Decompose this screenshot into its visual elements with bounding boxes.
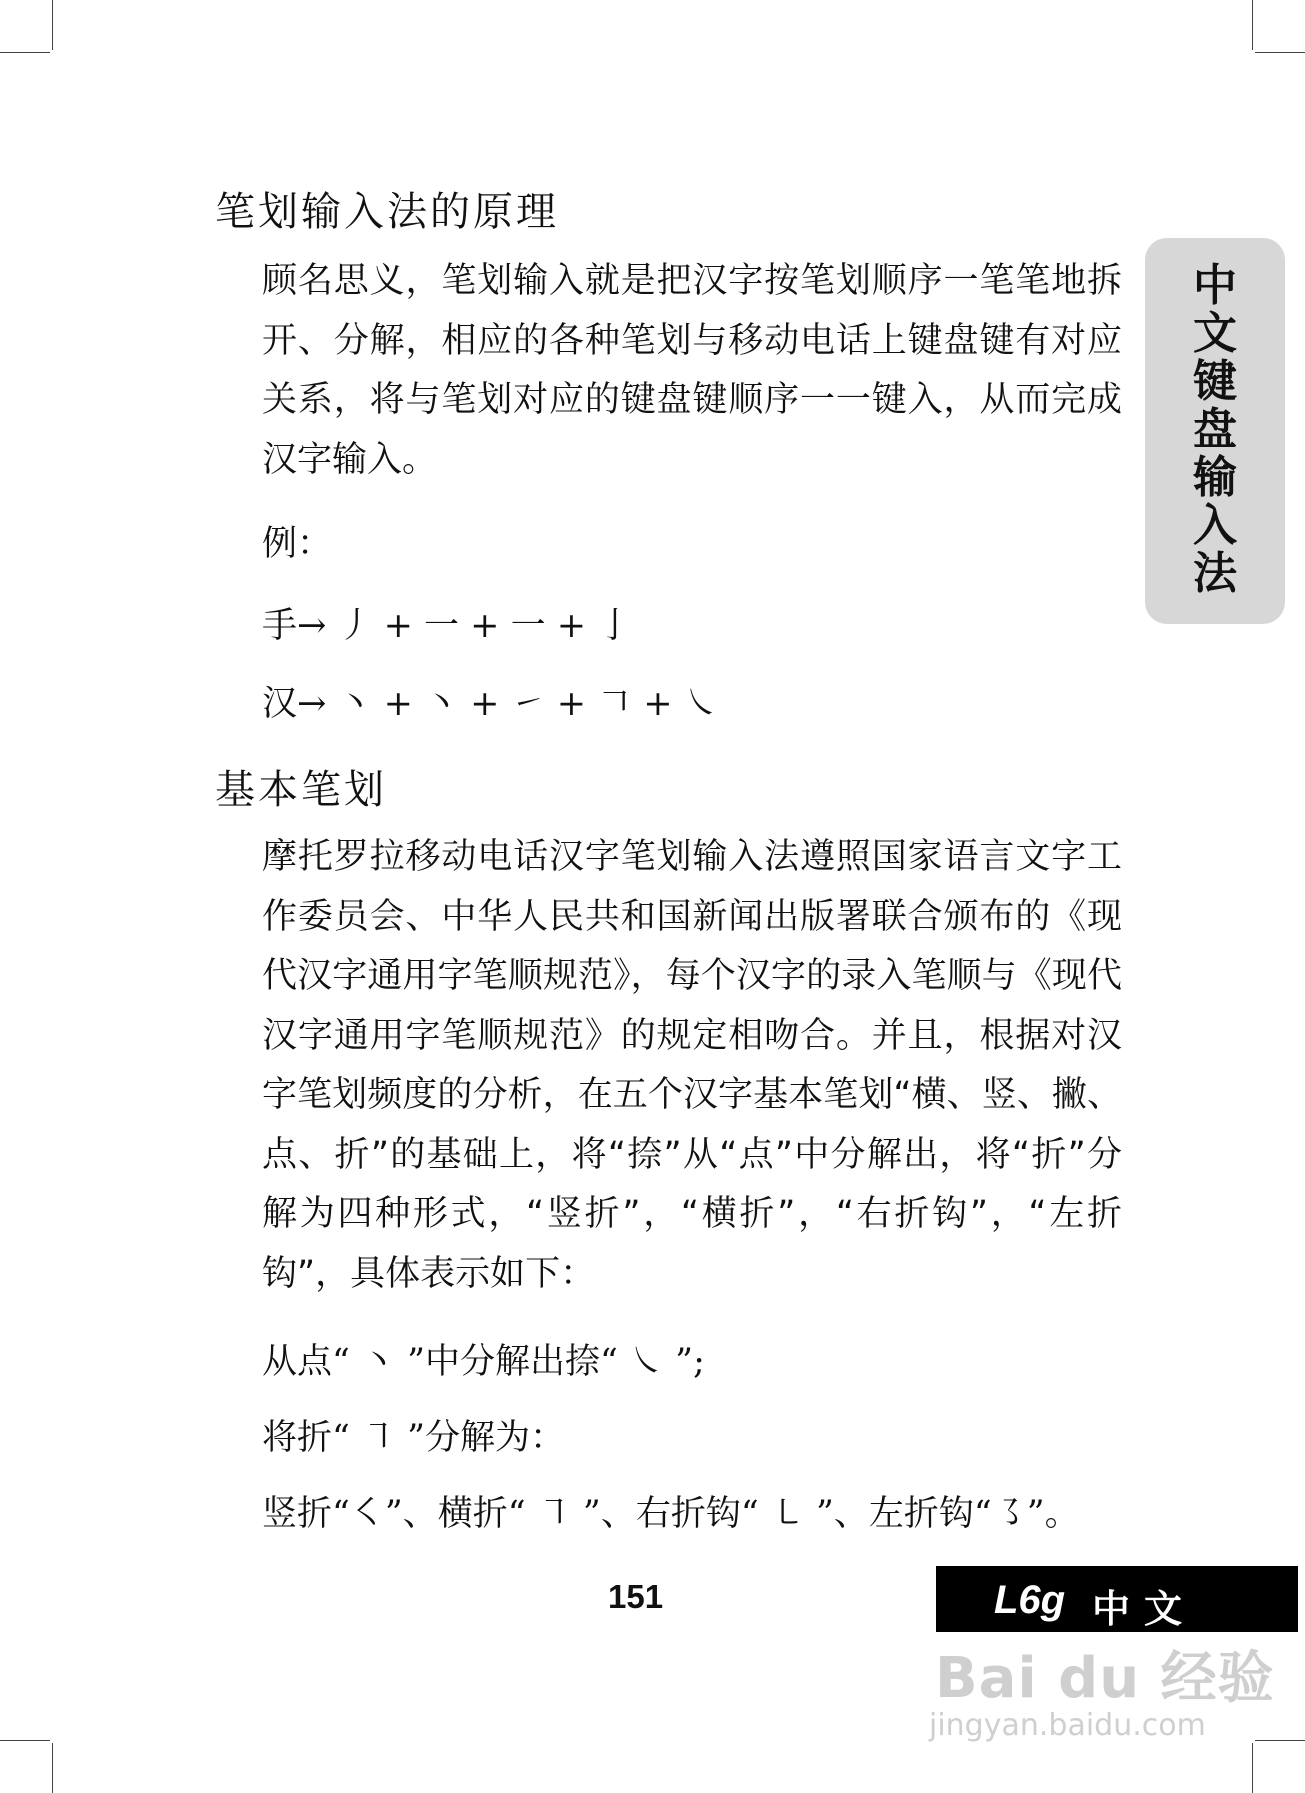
watermark-url: jingyan.baidu.com <box>929 1708 1206 1743</box>
example-label: 例： <box>262 524 333 564</box>
crop-mark <box>0 52 50 53</box>
language-label: 中文 <box>1092 1587 1197 1631</box>
model-bar <box>936 1566 1298 1632</box>
example-han: 汉→ 丶 + 丶 + ㇀ + 𠃍 + ㇏ <box>262 684 719 724</box>
baidu-watermark <box>925 1628 1275 1758</box>
paragraph-stroke-principle: 顾名思义，笔划输入就是把汉字按笔划顺序一笔笔地拆开、分解，相应的各种笔划与移动电话上键盘键有对应关系，将与笔划对应的键盘键顺序一一键入，从而完成汉字输入。 <box>262 261 1122 480</box>
example-shou: 手→ 丿 + 一 + 一 + 亅 <box>262 606 633 646</box>
model-name: L6g <box>994 1578 1066 1622</box>
crop-mark <box>52 1743 53 1793</box>
section-heading-basic-strokes: 基本笔划 <box>215 767 387 813</box>
paragraph-basic-strokes: 摩托罗拉移动电话汉字笔划输入法遵照国家语言文字工作委员会、中华人民共和国新闻出版署联合颁布的《现代汉字通用字笔顺规范》，每个汉字的录入笔顺与《现代汉字通用字笔顺规范》的规定相吻合。并且，根据对汉字笔划频度的分析，在五个汉字基本笔划“横、竖、撇、点、折”的基础上，将“捺”从“点”中分解出，将“折”分解为四种形式，“竖折”，“横折”，“右折钩”，“左折钩”，具体表示如下： <box>262 837 1122 1294</box>
stroke-line-dot: 从点“ 丶 ”中分解出捺“ ㇏ ”; <box>262 1342 705 1382</box>
stroke-line-fold: 将折“ ㇕ ”分解为： <box>262 1418 566 1458</box>
crop-mark <box>52 0 53 50</box>
crop-mark <box>1252 0 1253 50</box>
stroke-line-fold-types: 竖折“㇛”、横折“ ㇕ ”、右折钩“ ㇄ ”、左折钩“㇌”。 <box>262 1494 1080 1534</box>
section-heading-stroke-principle: 笔划输入法的原理 <box>215 189 559 235</box>
side-tab-label: 中文键盘输入法 <box>1193 260 1237 599</box>
crop-mark <box>1255 52 1305 53</box>
page-number: 151 <box>608 1578 664 1615</box>
watermark-logo: Bai du 经验 <box>935 1646 1275 1711</box>
crop-mark <box>1255 1740 1305 1741</box>
crop-mark <box>0 1740 50 1741</box>
chapter-side-tab <box>1145 238 1285 624</box>
